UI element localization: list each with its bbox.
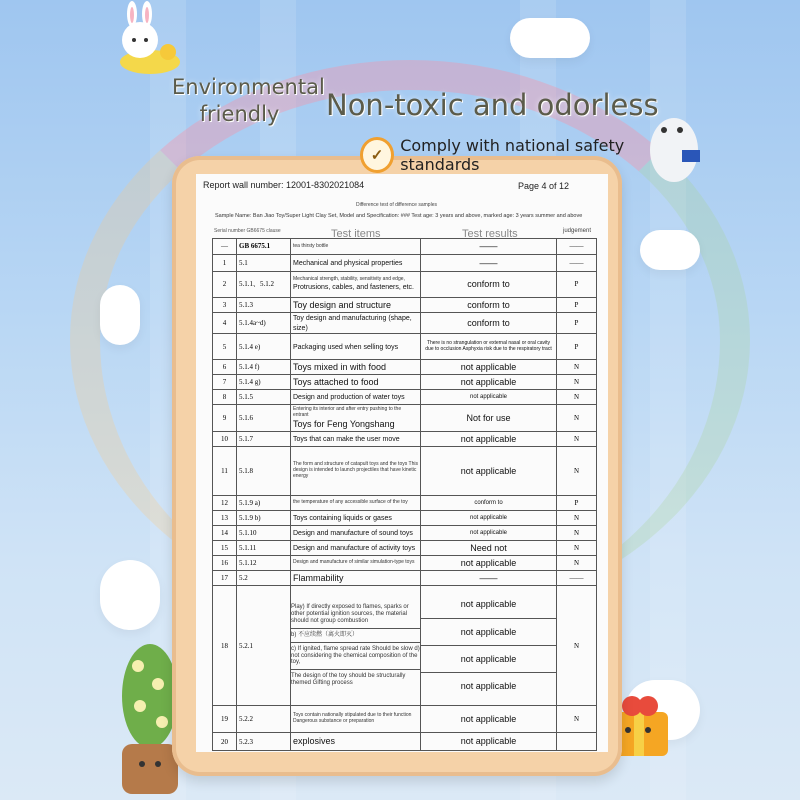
row-judgement <box>557 733 597 751</box>
row-item-text: Toys for Feng Yongshang <box>293 418 395 429</box>
row-item <box>291 733 421 751</box>
table-row <box>213 706 597 733</box>
row-number: 3 <box>213 298 237 313</box>
row-item <box>291 706 421 733</box>
row-clause: 5.1.11 <box>237 541 291 556</box>
row-clause: 5.1.12 <box>237 556 291 571</box>
row-clause: 5.1.4 g) <box>237 375 291 390</box>
row-number: 6 <box>213 360 237 375</box>
sample-line: Sample Name: Ban Jiao Toy/Super Light Clay Set, Model and Specification: ### Test age: 3 years and above, marked age: 3 years summer and above <box>215 213 583 219</box>
row-number: 14 <box>213 526 237 541</box>
row-number: 15 <box>213 541 237 556</box>
row-judgement: N <box>557 375 597 390</box>
row-clause: 5.1.10 <box>237 526 291 541</box>
row-number: 10 <box>213 432 237 447</box>
row-item <box>291 556 421 571</box>
comply-text: Comply with national safety standards <box>400 136 625 174</box>
table-row <box>213 571 597 586</box>
row-judgement: N <box>557 526 597 541</box>
row-judgement: N <box>557 360 597 375</box>
row-clause: 5.1.7 <box>237 432 291 447</box>
row-judgement: N <box>557 390 597 405</box>
row-item-text: Packaging used when selling toys <box>293 343 399 351</box>
row-clause: 5.1 <box>237 255 291 272</box>
row-result: not applicable <box>421 733 557 751</box>
row-item <box>291 360 421 375</box>
table-row <box>213 334 597 360</box>
row-result: not applicable <box>421 375 557 390</box>
table-row <box>213 541 597 556</box>
row-number: 19 <box>213 706 237 733</box>
table-row <box>213 390 597 405</box>
standard-check-icon: ✓ <box>360 137 394 173</box>
row-item-text: Toys that can make the user move <box>293 436 400 444</box>
row-item <box>291 432 421 447</box>
row-number: 11 <box>213 447 237 496</box>
row-judgement: N <box>557 447 597 496</box>
row-number: 8 <box>213 390 237 405</box>
row-result: not applicable <box>421 360 557 375</box>
row-clause: 5.1.3 <box>237 298 291 313</box>
row-clause: 5.2.3 <box>237 733 291 751</box>
slogan-environmental: Environmental friendly <box>172 75 325 126</box>
row-result: not applicable <box>421 556 557 571</box>
row-judgement: —— <box>557 571 597 586</box>
row-item <box>291 496 421 511</box>
table-row <box>213 733 597 751</box>
row-item <box>291 405 421 432</box>
cloud <box>640 230 700 270</box>
row-clause: 5.2 <box>237 571 291 586</box>
row-clause: 5.1.9 b) <box>237 511 291 526</box>
row-number: 4 <box>213 313 237 334</box>
row-item <box>291 272 421 298</box>
row-result: not applicable <box>421 390 557 405</box>
header-test-items: Test items <box>331 228 381 240</box>
row-item <box>291 239 421 255</box>
row-clause: GB 6675.1 <box>237 239 291 255</box>
table-row <box>213 360 597 375</box>
row-number: 18 <box>213 586 237 706</box>
row-result: conform to <box>421 298 557 313</box>
row-judgement: N <box>557 511 597 526</box>
comply-badge <box>360 138 690 172</box>
row-item <box>291 526 421 541</box>
row-item-text: Protrusions, cables, and fasteners, etc. <box>293 284 415 292</box>
row-item <box>291 390 421 405</box>
row-result: conform to <box>421 313 557 334</box>
row-clause: 5.1.6 <box>237 405 291 432</box>
sub-result: not applicable <box>460 599 517 610</box>
cloud <box>100 560 160 630</box>
row-number: 9 <box>213 405 237 432</box>
row-item-note: Mechanical strength, stability, sensitivity and edge, <box>293 275 405 282</box>
table-row <box>213 432 597 447</box>
sub-item: b) 不应续燃（离火即灭） <box>291 628 421 642</box>
row-number: 17 <box>213 571 237 586</box>
table-row <box>213 447 597 496</box>
row-item-text: Toys containing liquids or gases <box>293 515 392 523</box>
sub-result: not applicable <box>421 672 557 699</box>
row-item-text: Flammability <box>293 572 344 583</box>
row-number: 12 <box>213 496 237 511</box>
row-item <box>291 298 421 313</box>
difference-note: Difference test of difference samples <box>356 202 437 208</box>
row-item-text: The form and structure of catapult toys and the toys This design is intended to launch projectiles that have kinetic energy <box>293 461 418 479</box>
row-item <box>291 375 421 390</box>
row-number: 5 <box>213 334 237 360</box>
row-item-text: Toys mixed in with food <box>293 361 387 372</box>
row-item <box>291 447 421 496</box>
row-result: not applicable <box>421 706 557 733</box>
row-item-text: Design and manufacture of similar simulation-type toys <box>293 559 415 566</box>
row-item-text: tea thirsty bottle <box>293 242 329 249</box>
row-judgement: —— <box>557 239 597 255</box>
row-item-text: Design and manufacture of activity toys <box>293 545 416 553</box>
sub-result: not applicable <box>421 645 557 672</box>
row-item-text: Mechanical and physical properties <box>293 259 403 267</box>
test-results-table <box>212 238 597 751</box>
row-item <box>291 511 421 526</box>
table-row <box>213 239 597 255</box>
row-result: —— <box>421 239 557 255</box>
row-judgement: N <box>557 586 597 706</box>
report-number: Report wall number: 12001-8302021084 <box>203 180 365 190</box>
row-clause: 5.1.5 <box>237 390 291 405</box>
sub-item: Play) If directly exposed to flames, sparks or other potential ignition sources, the material should not group combustion <box>291 604 409 624</box>
row-result: —— <box>421 255 557 272</box>
row-result: conform to <box>421 496 557 511</box>
table-row <box>213 556 597 571</box>
rabbit-mascot-icon <box>100 0 182 82</box>
row-clause: 5.1.9 a) <box>237 496 291 511</box>
row-judgement: P <box>557 298 597 313</box>
row-judgement: P <box>557 272 597 298</box>
serial-label: Serial number GB6675 clause <box>214 228 281 234</box>
row-item-text: explosives <box>293 736 336 747</box>
row-number: 13 <box>213 511 237 526</box>
row-number: 1 <box>213 255 237 272</box>
row-judgement: N <box>557 556 597 571</box>
row-judgement: N <box>557 405 597 432</box>
page-indicator: Page 4 of 12 <box>518 181 570 191</box>
sub-item: c) If ignited, flame spread rate Should be slow d) not considering the chemical composition of the toy, <box>291 642 421 670</box>
sub-result: not applicable <box>421 618 557 645</box>
row-number: — <box>213 239 237 255</box>
row-item-text: Toys contain nationally stipulated due to their function Dangerous substance or preparation <box>293 712 412 725</box>
row-item-text: Toy design and structure <box>293 299 392 310</box>
sub-item: The design of the toy should be structurally themed Gifting process <box>291 669 421 690</box>
row-clause: 5.2.2 <box>237 706 291 733</box>
row-item <box>291 255 421 272</box>
row-clause: 5.1.8 <box>237 447 291 496</box>
row-number: 16 <box>213 556 237 571</box>
row-item <box>291 313 421 334</box>
row-judgement: —— <box>557 255 597 272</box>
table-row <box>213 526 597 541</box>
table-row <box>213 511 597 526</box>
row-item <box>291 334 421 360</box>
row-clause: 5.1.4 e) <box>237 334 291 360</box>
header-judgement: judgement <box>563 228 592 234</box>
row-number: 20 <box>213 733 237 751</box>
row-clause: 5.2.1 <box>237 586 291 706</box>
header-test-results: Test results <box>462 228 518 240</box>
row-clause: 5.1.1、5.1.2 <box>237 272 291 298</box>
row-result <box>421 586 557 706</box>
row-result: Need not <box>421 541 557 556</box>
row-item-text: the temperature of any accessible surface of the toy <box>293 499 408 506</box>
table-row <box>213 255 597 272</box>
table-row <box>213 375 597 390</box>
row-item-text: Toys attached to food <box>293 376 379 387</box>
row-judgement: N <box>557 432 597 447</box>
row-result: Not for use <box>421 405 557 432</box>
row-item <box>291 541 421 556</box>
row-item <box>291 586 421 706</box>
slogan-non-toxic: Non-toxic and odorless <box>326 88 659 122</box>
row-judgement: P <box>557 496 597 511</box>
row-result: conform to <box>421 272 557 298</box>
row-judgement: P <box>557 334 597 360</box>
row-item <box>291 571 421 586</box>
table-row <box>213 272 597 298</box>
row-item-note: Entering its interior and after entry pushing to the entrant <box>293 406 402 418</box>
row-clause: 5.1.4 f) <box>237 360 291 375</box>
row-number: 7 <box>213 375 237 390</box>
cloud <box>510 18 590 58</box>
row-result: not applicable <box>421 511 557 526</box>
row-result: —— <box>421 571 557 586</box>
table-row <box>213 298 597 313</box>
row-item-text: Toy design and manufacturing (shape, size) <box>293 315 412 333</box>
row-result: not applicable <box>421 447 557 496</box>
row-result: not applicable <box>421 432 557 447</box>
row-result: There is no strangulation or external nasal or oral cavity due to occlusion Asphyxia risk due to the respiratory tract <box>421 334 557 360</box>
row-number: 2 <box>213 272 237 298</box>
row-result: not applicable <box>421 526 557 541</box>
table-row <box>213 313 597 334</box>
table-row <box>213 496 597 511</box>
row-clause: 5.1.4a~d) <box>237 313 291 334</box>
row-judgement: N <box>557 541 597 556</box>
row-judgement: N <box>557 706 597 733</box>
table-row <box>213 405 597 432</box>
cloud <box>100 285 140 345</box>
row-item-text: Design and production of water toys <box>293 394 405 402</box>
table-row <box>213 586 597 706</box>
row-item-text: Design and manufacture of sound toys <box>293 530 413 538</box>
row-judgement: P <box>557 313 597 334</box>
